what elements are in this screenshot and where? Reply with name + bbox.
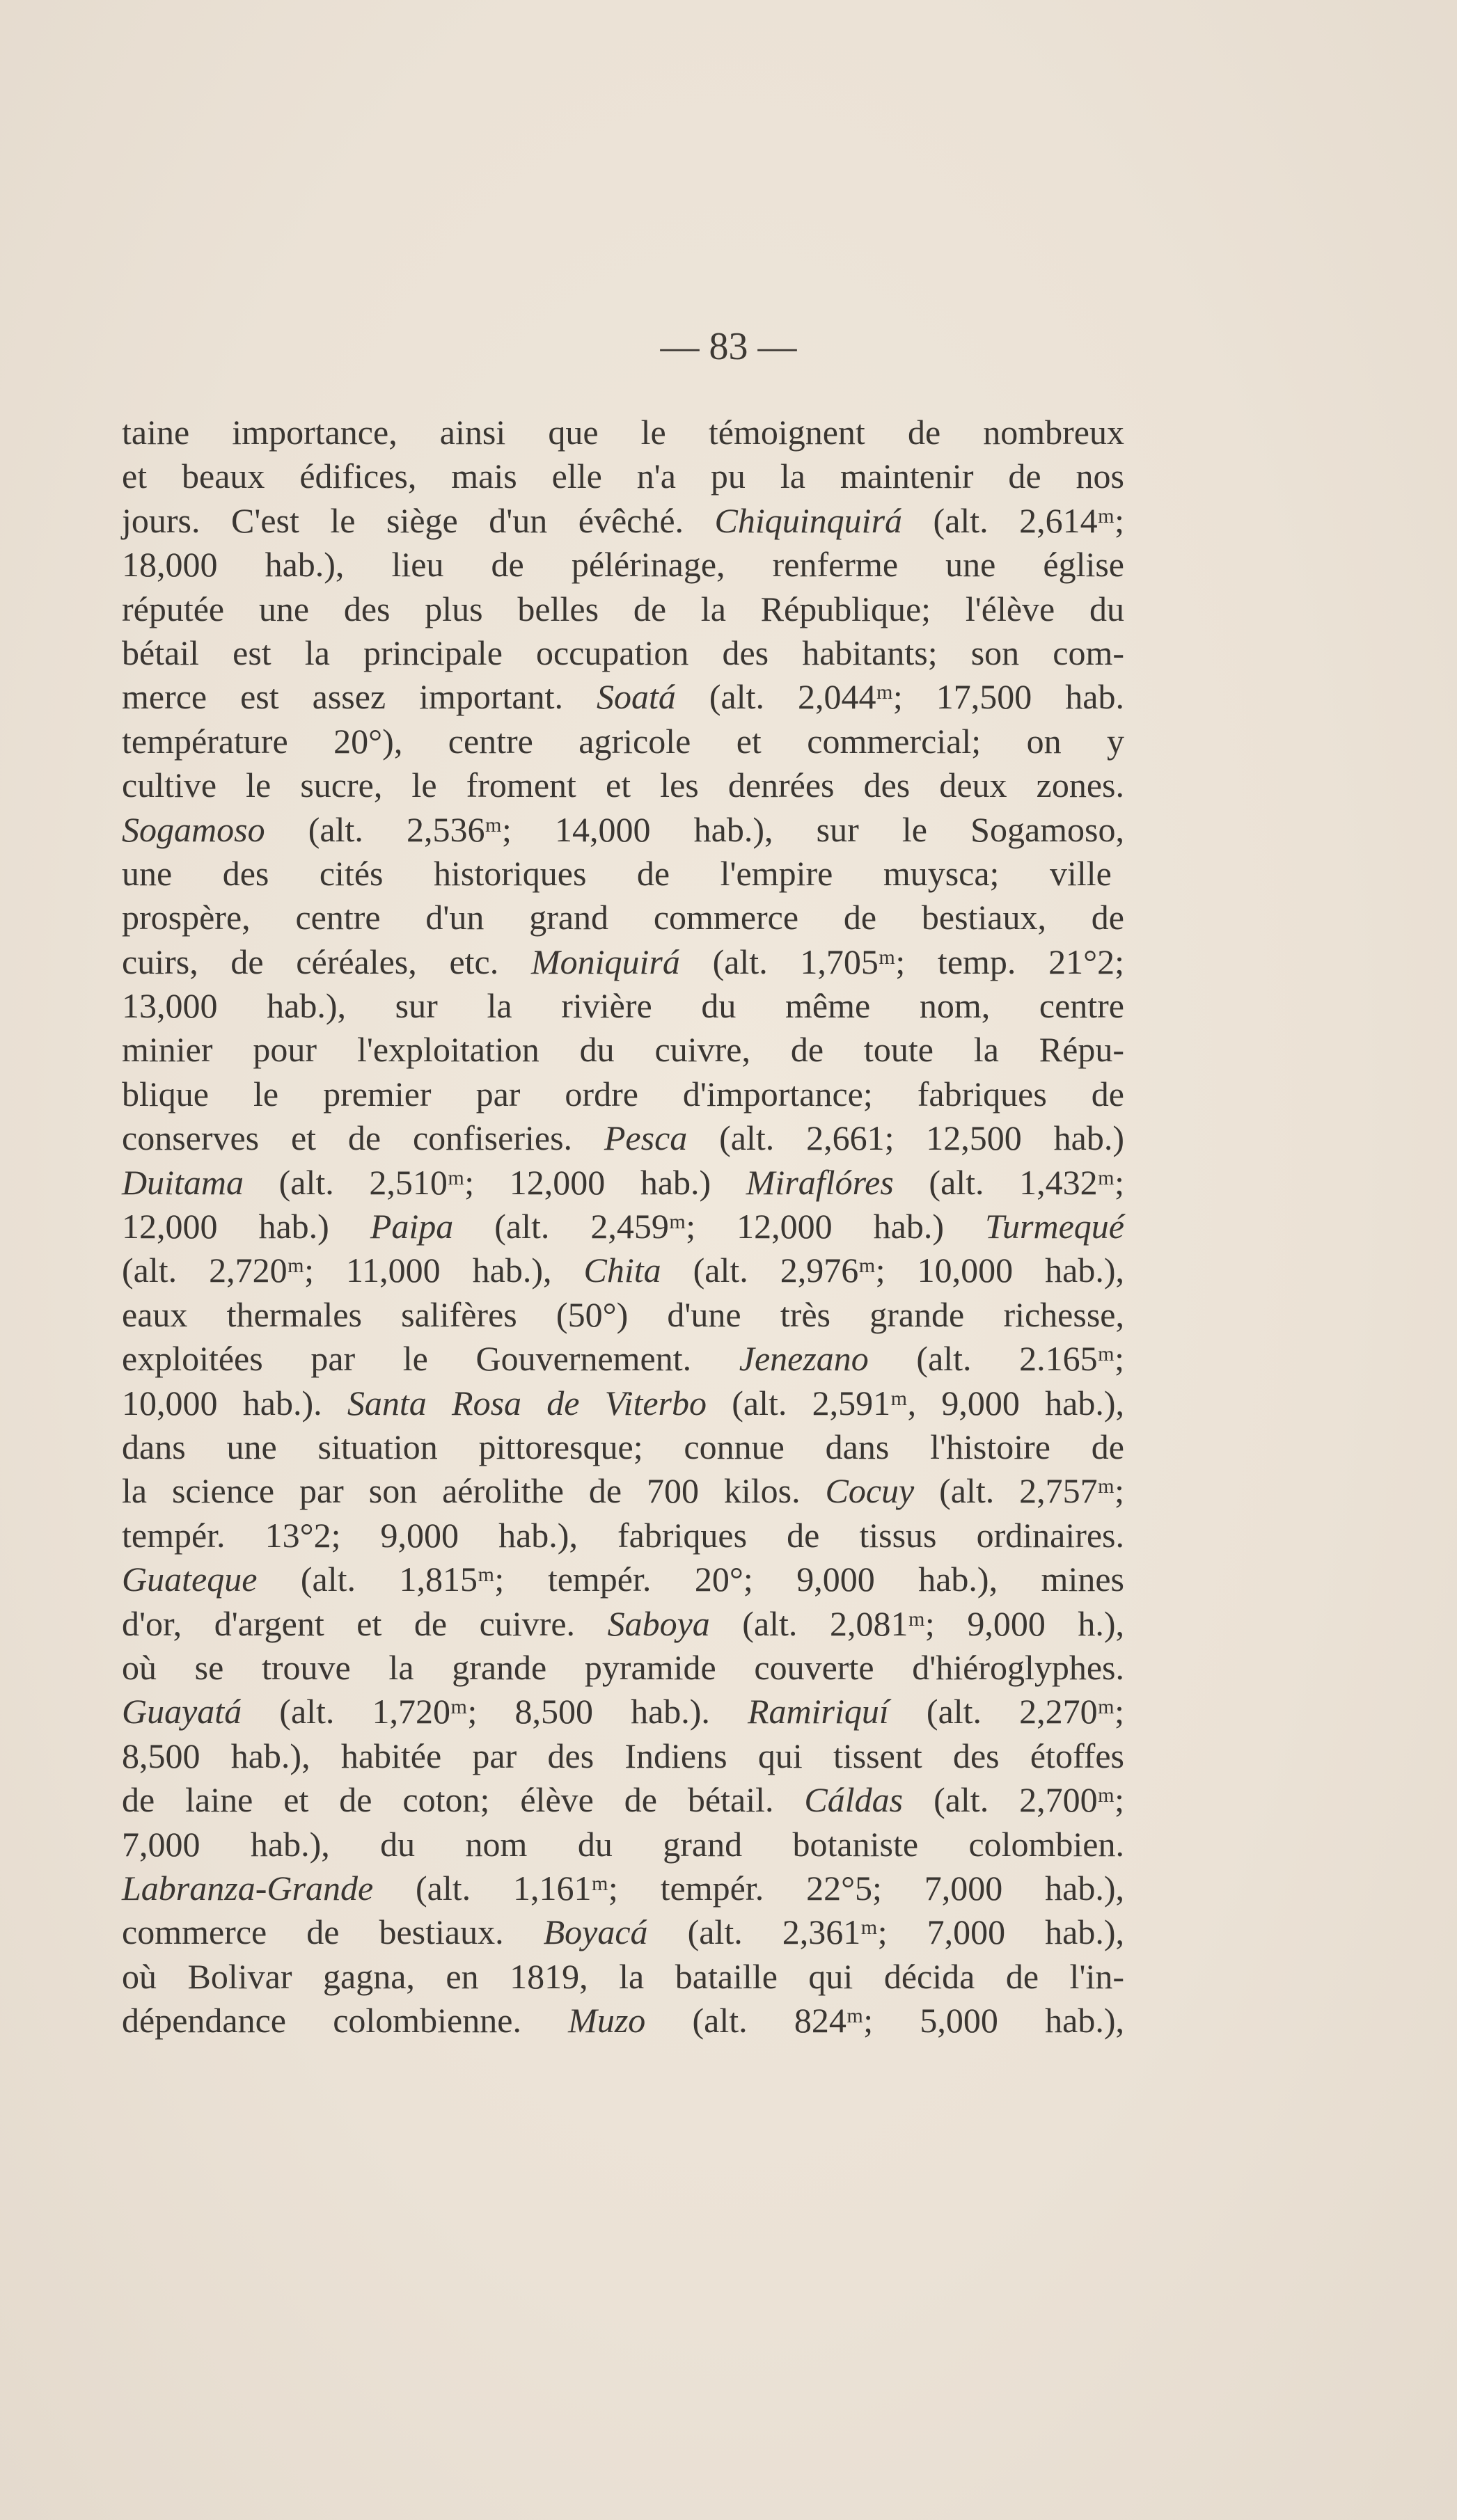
text-segment: réputée une des plus belles de la République; l'élève du <box>122 589 1124 628</box>
place-name: Muzo <box>568 2001 646 2040</box>
text-segment: dans une situation pittoresque; connue dans l'histoire de <box>122 1427 1124 1466</box>
text-segment: (alt. 2,536ᵐ; 14,000 hab.), sur le Sogamoso, <box>265 809 1124 849</box>
place-name: Cocuy <box>825 1471 915 1511</box>
place-name: Chiquinquirá <box>714 500 903 540</box>
text-segment: (alt. 2,757ᵐ; <box>914 1471 1124 1511</box>
text-segment: (alt. 2,510ᵐ; 12,000 hab.) <box>244 1162 746 1202</box>
body-text <box>122 411 1124 2043</box>
text-line <box>122 631 1124 675</box>
text-segment: bétail est la principale occupation des habitants; son com- <box>122 633 1124 672</box>
text-segment: et beaux édifices, mais elle n'a pu la maintenir de nos <box>122 457 1124 496</box>
place-name: Ramiriquí <box>748 1692 889 1731</box>
text-segment: (alt. 2,720ᵐ; 11,000 hab.), <box>122 1251 584 1290</box>
text-line <box>122 1469 1124 1513</box>
place-name: Labranza-Grande <box>122 1868 374 1908</box>
text-segment: 12,000 hab.) <box>122 1207 370 1246</box>
text-line <box>122 1867 1124 1910</box>
text-segment: (alt. 2,361ᵐ; 7,000 hab.), <box>647 1912 1124 1952</box>
text-segment: conserves et de confiseries. <box>122 1118 604 1158</box>
text-line <box>122 1293 1124 1337</box>
text-line <box>122 1425 1124 1469</box>
text-line <box>122 808 1124 852</box>
text-line <box>122 1955 1124 1999</box>
text-line <box>122 1249 1124 1292</box>
text-segment: (alt. 2,661; 12,500 hab.) <box>687 1118 1124 1158</box>
text-segment: (alt. 1,161ᵐ; tempér. 22°5; 7,000 hab.), <box>373 1868 1124 1908</box>
text-segment: une des cités historiques de l'empire muysca; ville <box>122 853 1112 893</box>
text-segment: (alt. 2,081ᵐ; 9,000 h.), <box>709 1603 1124 1643</box>
text-segment: (alt. 1,720ᵐ; 8,500 hab.). <box>242 1692 748 1731</box>
text-segment: 13,000 hab.), sur la rivière du même nom, centre <box>122 986 1124 1026</box>
text-line <box>122 1381 1124 1425</box>
text-segment: (alt. 2,044ᵐ; 17,500 hab. <box>675 677 1124 717</box>
text-segment: (alt. 2,976ᵐ; 10,000 hab.), <box>661 1251 1124 1290</box>
text-line <box>122 1778 1124 1822</box>
text-segment: 18,000 hab.), lieu de pélérinage, renferme une église <box>122 545 1124 585</box>
text-segment: exploitées par le Gouvernement. <box>122 1339 739 1379</box>
text-line <box>122 763 1124 807</box>
text-line <box>122 1337 1124 1381</box>
text-line <box>122 1690 1124 1734</box>
text-segment: blique le premier par ordre d'importance; fabriques de <box>122 1074 1124 1114</box>
text-segment: 8,500 hab.), habitée par des Indiens qui tissent des étoffes <box>122 1736 1124 1775</box>
text-segment: (alt. 1,432ᵐ; <box>893 1162 1124 1202</box>
text-line <box>122 1558 1124 1601</box>
text-line <box>122 1161 1124 1205</box>
place-name: Duitama <box>122 1162 244 1202</box>
place-name: Paipa <box>370 1207 454 1246</box>
place-name: Turmequé <box>985 1207 1124 1246</box>
text-segment: minier pour l'exploitation du cuivre, de toute la Répu- <box>122 1030 1124 1070</box>
place-name: Chita <box>583 1251 661 1290</box>
place-name: Jenezano <box>739 1339 869 1379</box>
text-line <box>122 1823 1124 1867</box>
text-line <box>122 1205 1124 1249</box>
text-segment: jours. C'est le siège d'un évêché. <box>122 500 715 540</box>
text-segment: (alt. 2,459ᵐ; 12,000 hab.) <box>453 1207 985 1246</box>
text-segment: cuirs, de céréales, etc. <box>122 942 531 981</box>
text-segment: 7,000 hab.), du nom du grand botaniste colombien. <box>122 1824 1124 1864</box>
text-segment: eaux thermales salifères (50°) d'une très grande richesse, <box>122 1294 1124 1334</box>
text-line <box>122 940 1124 984</box>
text-line <box>122 499 1124 543</box>
text-segment: (alt. 2,591ᵐ, 9,000 hab.), <box>707 1383 1124 1423</box>
text-line <box>122 1072 1124 1116</box>
text-line <box>122 587 1124 631</box>
text-segment: de laine et de coton; élève de bétail. <box>122 1780 805 1820</box>
place-name: Sogamoso <box>122 809 265 849</box>
text-segment: (alt. 2,614ᵐ; <box>902 500 1124 540</box>
text-line <box>122 1999 1124 2043</box>
text-line <box>122 1514 1124 1558</box>
text-segment: tempér. 13°2; 9,000 hab.), fabriques de tissus ordinaires. <box>122 1515 1124 1555</box>
text-segment: la science par son aérolithe de 700 kilos. <box>122 1471 826 1511</box>
text-line <box>122 1028 1124 1072</box>
place-name: Moniquirá <box>530 942 680 981</box>
text-segment: taine importance, ainsi que le témoignent de nombreux <box>122 413 1124 452</box>
place-name: Pesca <box>604 1118 688 1158</box>
text-segment: (alt. 2.165ᵐ; <box>868 1339 1124 1379</box>
text-line <box>122 454 1124 498</box>
text-line <box>122 675 1124 719</box>
text-line <box>122 720 1124 763</box>
text-line <box>122 411 1124 454</box>
text-line <box>122 852 1124 896</box>
text-segment: dépendance colombienne. <box>122 2001 569 2040</box>
text-segment: (alt. 2,700ᵐ; <box>903 1780 1124 1820</box>
text-segment: où se trouve la grande pyramide couverte d'hiéroglyphes. <box>122 1647 1124 1687</box>
place-name: Guateque <box>122 1560 258 1599</box>
text-line <box>122 1116 1124 1160</box>
text-segment: cultive le sucre, le froment et les denrées des deux zones. <box>122 766 1124 805</box>
text-segment: (alt. 1,705ᵐ; temp. 21°2; <box>679 942 1124 981</box>
place-name: Cáldas <box>804 1780 904 1820</box>
text-line <box>122 1602 1124 1646</box>
text-segment: température 20°), centre agricole et commercial; on y <box>122 721 1124 761</box>
place-name: Guayatá <box>122 1692 242 1731</box>
text-segment: (alt. 824ᵐ; 5,000 hab.), <box>645 2001 1124 2040</box>
text-segment: merce est assez important. <box>122 677 597 717</box>
text-line <box>122 896 1124 940</box>
text-segment: (alt. 1,815ᵐ; tempér. 20°; 9,000 hab.), mines <box>257 1560 1124 1599</box>
text-segment: commerce de bestiaux. <box>122 1912 544 1952</box>
text-line <box>122 984 1124 1028</box>
text-segment: d'or, d'argent et de cuivre. <box>122 1603 608 1643</box>
text-line <box>122 1910 1124 1954</box>
place-name: Saboya <box>607 1603 710 1643</box>
text-line <box>122 543 1124 587</box>
text-segment: prospère, centre d'un grand commerce de bestiaux, de <box>122 898 1124 937</box>
place-name: Santa Rosa de Viterbo <box>347 1383 707 1423</box>
text-segment: 10,000 hab.). <box>122 1383 347 1423</box>
text-line <box>122 1734 1124 1778</box>
text-segment: (alt. 2,270ᵐ; <box>888 1692 1124 1731</box>
text-line <box>122 1646 1124 1690</box>
text-segment: où Bolivar gagna, en 1819, la bataille qui décida de l'in- <box>122 1956 1124 1996</box>
place-name: Boyacá <box>543 1912 648 1952</box>
page-number: — 83 — <box>660 325 797 368</box>
place-name: Soatá <box>597 677 676 717</box>
place-name: Miraflóres <box>746 1162 894 1202</box>
